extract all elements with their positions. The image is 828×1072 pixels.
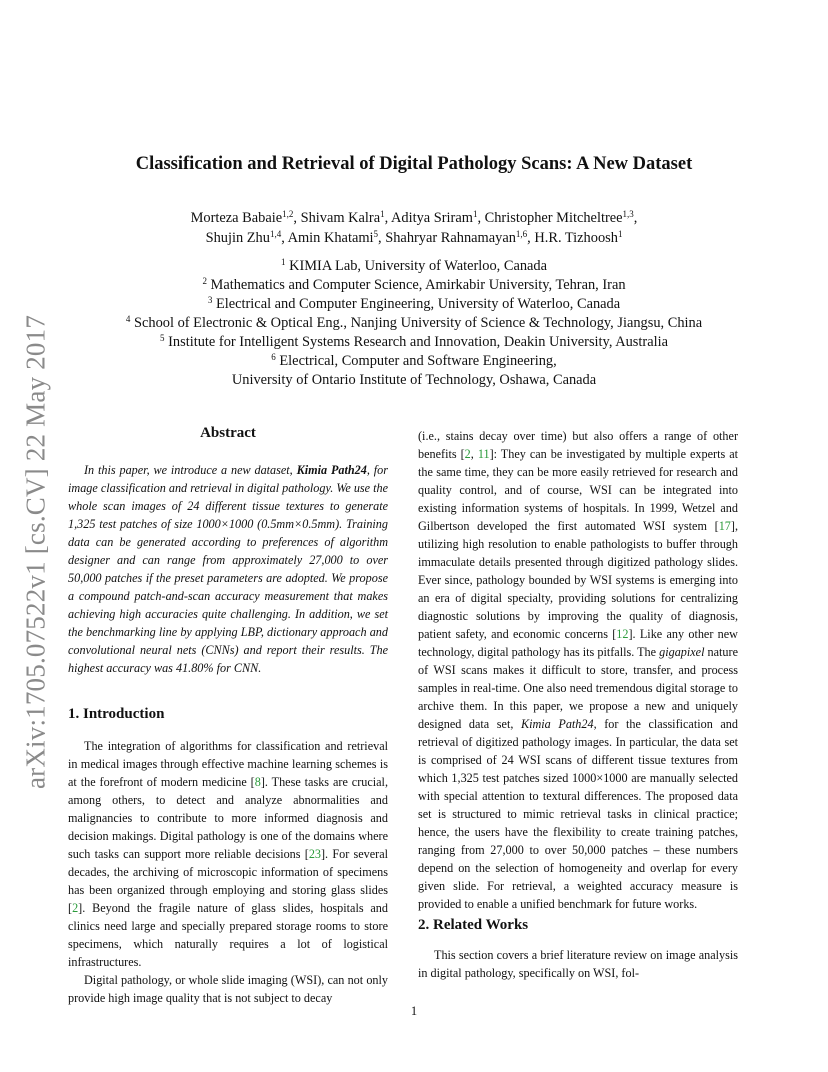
affiliation [0,257,828,276]
right-column-body [418,427,738,913]
emphasis-gigapixel: gigapixel [659,645,705,659]
affiliation-text: Electrical, Computer and Software Engineering, [279,353,557,369]
citation-link[interactable]: 2 [464,447,471,461]
body-text: ]: They can be investigated by multiple experts at the same time, they can be more easily retrieved for research and quality control, and of course, WSI can be integrated into existing information systems of hospitals. In 1999, Wetzel and Gilbertson developed the first automated WSI system [ [418,447,739,533]
intro-heading: 1. Introduction [68,706,165,722]
related-works-paragraph: This section covers a brief literature review on image analysis in digital pathology, specifically on WSI, fol- [418,948,738,980]
body-paragraph [418,427,738,913]
affiliation [0,295,828,314]
citation-link[interactable]: 2 [72,901,79,915]
affiliation-text: Mathematics and Computer Science, Amirkabir University, Tehran, Iran [210,277,626,293]
intro-paragraph [68,737,388,971]
affiliation-number: 5 [160,333,165,343]
abstract-text: In this paper, we introduce a new dataset, [84,463,297,477]
body-text: ]. These tasks are crucial, among others, to detect and analyze abnormalities and malignancies to contribute to more informed diagnosis and decision makings. Digital pathology is one of the domains where such tasks can support more reliable decisions [ [68,775,388,861]
body-text: ], utilizing high resolution to enable pathologists to buffer through immaculate details presented through digitized pathology slides. Ever since, pathology bounded by WSI systems is emerging into an era of digital specialty, providing solutions for centralizing diagnostic solutions by improving the quality of diagnosis, patient safety, and economic concerns [ [418,519,738,641]
author: Shujin Zhu [205,230,270,246]
body-text: , [470,447,478,461]
author-affiliation-mark: 1 [617,229,623,239]
author-affiliation-mark: 5 [373,229,379,239]
body-text: nature of WSI scans makes it difficult to store, transfer, and process samples in real-time. One also need tremendous digital storage to archive them. In this paper, we propose a new and uniquely designed data set, [418,645,738,731]
citation-link[interactable]: 23 [308,847,321,861]
arxiv-identifier: arXiv:1705.07522v1 [cs.CV] 22 May 2017 [20,314,51,790]
related-works-heading: 2. Related Works [418,917,529,933]
author: H.R. Tizhoosh [534,230,618,246]
author: Aditya Sriram [391,210,473,226]
body-text: The integration of algorithms for classification and retrieval in medical images through effective machine learning schemes is at the forefront of modern medicine [ [68,739,388,789]
author-affiliation-mark: 1,2 [282,209,294,219]
author-affiliation-mark: 1,4 [269,229,282,239]
affiliation [0,352,828,371]
dataset-name: Kimia Path24 [296,463,367,477]
author: Shahryar Rahnamayan [385,230,516,246]
author: Amin Khatami [287,230,374,246]
affiliation [0,276,828,295]
author-affiliation-mark: 1 [472,209,478,219]
affiliation-text: KIMIA Lab, University of Waterloo, Canada [289,258,548,274]
abstract-paragraph [68,461,388,677]
author-line-1: Morteza Babaie$^{1,2}$, Shivam Kalra$^1$, Aditya Sriram$^1$, Christopher Mitcheltree$^{1,3}$, [190,209,638,226]
author-affiliation-mark: 1,6 [515,229,528,239]
body-text: ]. For several decades, the archiving of microscopic information of specimens has been organized through employing and storing glass slides [ [68,847,389,915]
intro-paragraph: Digital pathology, or whole slide imaging (WSI), can not only provide high image quality that is not subject to decay [68,973,388,1005]
citation-link[interactable]: 17 [718,519,731,533]
abstract-heading: Abstract [200,425,256,441]
citation-link[interactable]: 12 [616,627,629,641]
abstract-text: , for image classification and retrieval in digital pathology. We use the whole scan images of 24 different tissue textures to generate 1,325 test patches of size 1000×1000 (0.5mm×0.5mm). Training data can be generated according to preferences of algorithm designer and can range from approximately 27,000 to over 50,000 patches if the preset parameters are adopted. We propose a compound patch-and-scan accuracy measurement that makes achieving high accuracies quite challenging. In addition, we set the benchmarking line by applying LBP, dictionary approach and convolutional neural nets (CNNs) and report their results. The highest accuracy was 41.80% for CNN. [68,463,388,675]
affiliation [0,314,828,333]
affiliation-text: Electrical and Computer Engineering, University of Waterloo, Canada [215,296,621,312]
abstract-body [68,461,388,677]
citation-link[interactable]: 8 [254,775,261,789]
author-affiliation-mark: 1,3 [622,209,634,219]
affiliation-number: 1 [280,257,286,267]
author-line-2: Shujin Zhu$^{1,4}$, Amin Khatami$^5$, Shahryar Rahnamayan$^{1,6}$, H.R. Tizhoosh$^1$ [205,229,623,246]
intro-body [68,737,388,1007]
affiliation-text: University of Ontario Institute of Technology, Oshawa, Canada [231,372,597,388]
author: Christopher Mitcheltree [484,210,623,226]
author: Shivam Kalra [300,210,381,226]
body-text: ]. Like any other new technology, digital pathology has its pitfalls. The [418,627,738,659]
body-text: (i.e., stains decay over time) but also offers a range of other benefits [ [418,429,738,461]
affiliation-text: Institute for Intelligent Systems Research and Innovation, Deakin University, Australia [168,334,668,350]
related-works-body [418,946,738,982]
affiliation-number: 4 [125,314,131,324]
affiliation [0,333,828,352]
affiliation-list [0,257,828,390]
affiliation-number: 3 [207,295,213,305]
author: Morteza Babaie [190,210,283,226]
author-affiliation-mark: 1 [380,209,385,219]
dataset-name: Kimia Path24 [520,717,594,731]
page-number: 1 [410,1004,418,1018]
citation-link[interactable]: 11 [477,447,490,461]
affiliation-number: 2 [202,276,207,286]
affiliation-text: School of Electronic & Optical Eng., Nanjing University of Science & Technology, Jiangsu, China [134,315,703,331]
body-text: ]. Beyond the fragile nature of glass slides, hospitals and clinics need large and specially prepared storage rooms to store specimens, which naturally requires a lot of logistical infrastructures. [68,901,388,969]
affiliation-number: 6 [271,352,276,362]
paper-title: Classification and Retrieval of Digital Pathology Scans: A New Dataset [135,154,693,174]
body-text: , for the classification and retrieval of digitized pathology images. In particular, the data set is comprised of 24 WSI scans of different tissue textures from which 1,325 test patches sized 1000×1000 are manually selected with special attention to textural differences. The proposed data set is structured to mimic retrieval tasks in clinical practice; hence, the users have the flexibility to create training patches, ranging from 27,000 to over 50,000 patches – these numbers depend on the selection of homogeneity and overlap for every given slide. For retrieval, a weighted accuracy measure is provided to enable a unified benchmark for future works. [418,717,738,911]
affiliation [0,371,828,390]
